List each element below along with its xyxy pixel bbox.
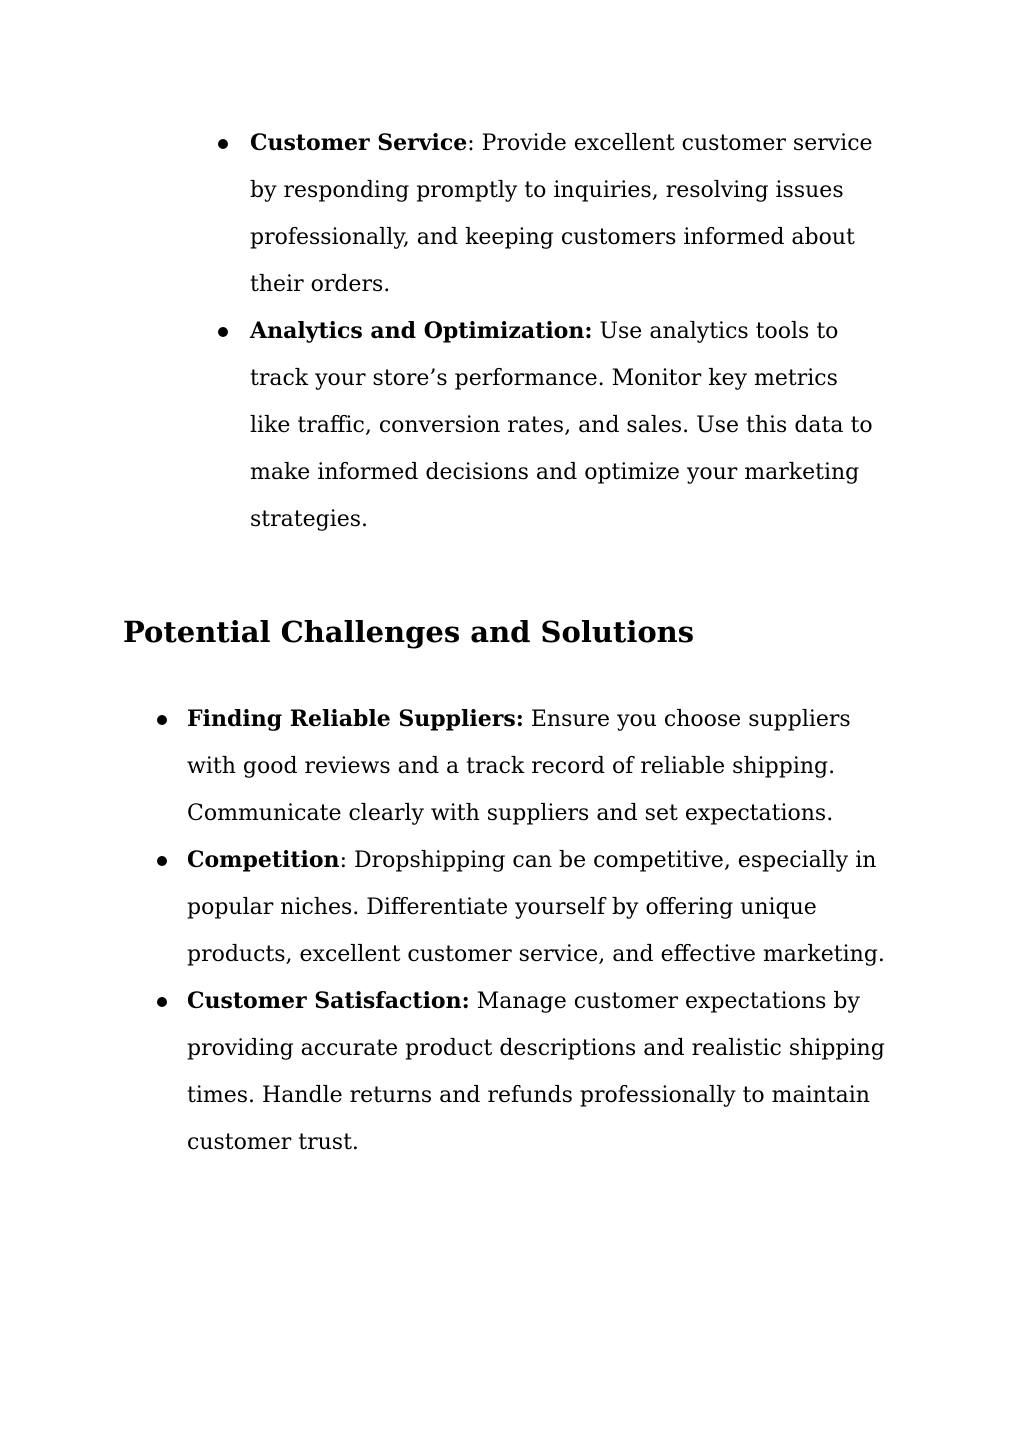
list-item-customer-satisfaction [123, 978, 891, 1166]
list-item-text: Ensure you choose suppliers with good reviews and a track record of reliable shipping. Communicate clearly with suppliers and set expectations. [187, 707, 851, 826]
list-item-text: : Provide excellent customer service by responding promptly to inquiries, resolving issues professionally, and keeping customers informed about their orders. [250, 131, 873, 297]
list-item-competition [123, 837, 891, 978]
bullet-icon [218, 327, 228, 337]
bullet-icon [157, 715, 167, 725]
list-item-text: : Dropshipping can be competitive, especially in popular niches. Differentiate yourself by offering unique products, excellent customer service, and effective marketing. [187, 848, 885, 967]
list-item-customer-service [123, 120, 875, 308]
list-item-term: Analytics and Optimization: [250, 318, 593, 344]
list-item-term: Customer Service [250, 130, 468, 156]
challenges-solutions-list [123, 696, 891, 1166]
list-item-term: Finding Reliable Suppliers: [187, 706, 524, 732]
section-heading: Potential Challenges and Solutions [123, 615, 695, 649]
list-item-text: Manage customer expectations by providing accurate product descriptions and realistic shipping times. Handle returns and refunds professionally to maintain customer trust. [187, 989, 885, 1155]
bullet-icon [218, 139, 228, 149]
list-item-finding-reliable-suppliers [123, 696, 891, 837]
store-setup-tips-list [123, 120, 875, 543]
list-item-text: Use analytics tools to track your store’s performance. Monitor key metrics like traffic, conversion rates, and sales. Use this data to make informed decisions and optimize your marketing strategies. [250, 319, 873, 532]
list-item-analytics-optimization [123, 308, 875, 543]
bullet-icon [157, 856, 167, 866]
bullet-icon [157, 997, 167, 1007]
list-item-term: Competition [187, 847, 340, 873]
list-item-term: Customer Satisfaction: [187, 988, 470, 1014]
